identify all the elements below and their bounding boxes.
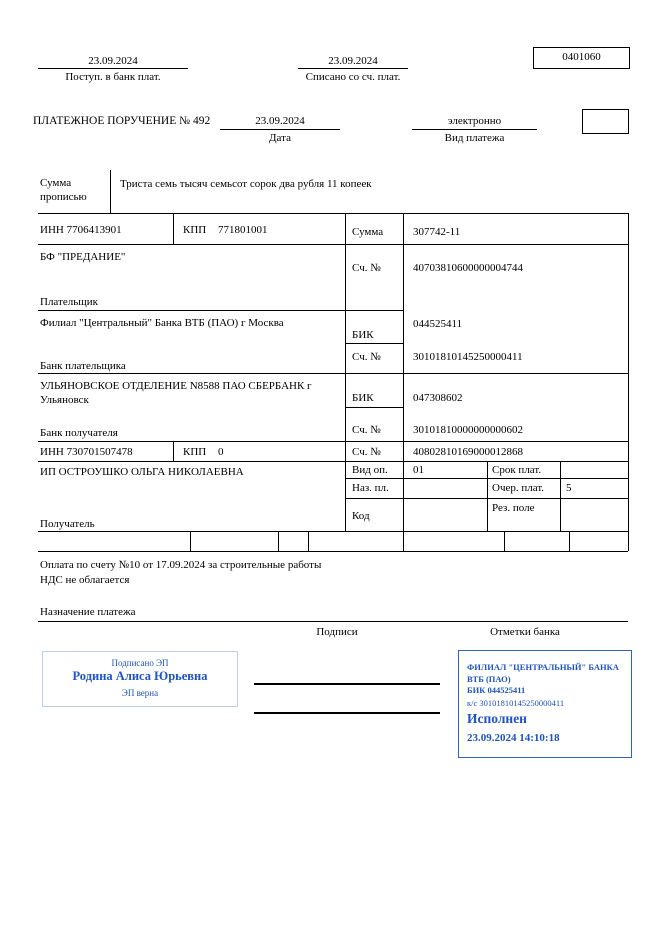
bank-marks-label: Отметки банка bbox=[490, 626, 560, 638]
grid-line bbox=[278, 531, 279, 551]
form-code-box bbox=[533, 47, 630, 69]
purpose-line2: НДС не облагается bbox=[40, 574, 130, 586]
grid-line bbox=[38, 461, 628, 462]
signature-line bbox=[254, 683, 440, 685]
payer-bank-bik: 044525411 bbox=[413, 318, 463, 330]
grid-line bbox=[38, 310, 403, 311]
op-kind-value: 01 bbox=[413, 464, 424, 476]
grid-line bbox=[38, 531, 628, 532]
purpose-code-label: Наз. пл. bbox=[352, 482, 389, 494]
grid-line bbox=[403, 213, 404, 551]
payee-bank-bik-label: БИК bbox=[352, 392, 374, 404]
priority-value: 5 bbox=[566, 482, 572, 494]
bank-stamp-box bbox=[458, 650, 632, 758]
grid-line bbox=[173, 213, 174, 244]
esign-verified-label: ЭП верна bbox=[121, 688, 159, 698]
payment-kind-label: Вид платежа bbox=[444, 132, 505, 144]
bank-stamp-bik: БИК 044525411 bbox=[467, 685, 526, 695]
bank-stamp-datetime: 23.09.2024 14:10:18 bbox=[467, 732, 560, 744]
purpose-line1: Оплата по счету №10 от 17.09.2024 за строительные работы bbox=[40, 559, 322, 571]
payee-label: Получатель bbox=[40, 518, 95, 530]
reserve-field-label: Рез. поле bbox=[492, 502, 535, 514]
grid-line bbox=[560, 461, 561, 531]
debited-date-underline bbox=[298, 68, 408, 69]
payee-bank-bik: 047308602 bbox=[413, 392, 463, 404]
payer-kpp-label: КПП bbox=[183, 224, 207, 236]
grid-line bbox=[38, 373, 628, 374]
due-date-label: Срок плат. bbox=[492, 464, 542, 476]
grid-line bbox=[487, 461, 488, 531]
grid-line bbox=[628, 213, 629, 551]
signatures-label: Подписи bbox=[316, 626, 358, 638]
amount-in-words-label: Сумма прописью bbox=[40, 177, 87, 203]
payee-bank-account-label: Сч. № bbox=[352, 424, 381, 436]
received-date-underline bbox=[38, 68, 188, 69]
payee-bank-name: УЛЬЯНОВСКОЕ ОТДЕЛЕНИЕ N8588 ПАО СБЕРБАНК г Ульяновск bbox=[40, 380, 312, 406]
payee-inn: ИНН 730701507478 bbox=[40, 446, 133, 458]
purpose-label: Назначение платежа bbox=[40, 606, 136, 618]
payer-inn: ИНН 7706413901 bbox=[40, 224, 122, 236]
code-label: Код bbox=[352, 510, 370, 522]
doc-date-underline bbox=[220, 129, 340, 130]
payer-account-label: Сч. № bbox=[352, 262, 381, 274]
amount-in-words: Триста семь тысяч семьсот сорок два рубля 11 копеек bbox=[120, 178, 372, 190]
bank-stamp-status: Исполнен bbox=[467, 711, 527, 726]
grid-line bbox=[110, 170, 111, 213]
grid-line bbox=[345, 343, 403, 344]
payer-bank-bik-label: БИК bbox=[352, 329, 374, 341]
payment-kind-underline bbox=[412, 129, 537, 130]
payer-kpp: 771801001 bbox=[218, 224, 268, 236]
grid-line bbox=[173, 441, 174, 461]
payer-bank-account: 30101810145250000411 bbox=[413, 351, 523, 363]
payment-kind: электронно bbox=[447, 115, 502, 127]
bank-stamp-name-line1: ФИЛИАЛ "ЦЕНТРАЛЬНЫЙ" БАНКА bbox=[467, 662, 619, 672]
payer-label: Плательщик bbox=[40, 296, 98, 308]
payee-bank-account: 30101810000000000602 bbox=[413, 424, 523, 436]
doc-date: 23.09.2024 bbox=[255, 115, 305, 127]
received-date-label: Поступ. в банк плат. bbox=[65, 71, 161, 83]
priority-label: Очер. плат. bbox=[492, 482, 545, 494]
grid-line bbox=[190, 531, 191, 551]
op-kind-label: Вид оп. bbox=[352, 464, 388, 476]
bank-stamp-corr-account: к/с 30101810145250000411 bbox=[467, 698, 565, 708]
amount-value: 307742-11 bbox=[413, 226, 461, 238]
grid-line bbox=[38, 441, 628, 442]
grid-line bbox=[345, 407, 403, 408]
purpose-underline bbox=[38, 621, 628, 622]
form-code: 0401060 bbox=[562, 51, 601, 63]
signature-line bbox=[254, 712, 440, 714]
bank-stamp-name-line2: ВТБ (ПАО) bbox=[467, 674, 511, 684]
payer-bank-account-label: Сч. № bbox=[352, 351, 381, 363]
grid-line bbox=[569, 531, 570, 551]
payee-name: ИП ОСТРОУШКО ОЛЬГА НИКОЛАЕВНА bbox=[40, 466, 244, 478]
received-date: 23.09.2024 bbox=[88, 55, 138, 67]
grid-line bbox=[504, 531, 505, 551]
payee-kpp-label: КПП bbox=[183, 446, 207, 458]
debited-date: 23.09.2024 bbox=[328, 55, 378, 67]
doc-title: ПЛАТЕЖНОЕ ПОРУЧЕНИЕ № 492 bbox=[33, 115, 211, 127]
payee-kpp: 0 bbox=[218, 446, 224, 458]
payer-bank-name: Филиал "Центральный" Банка ВТБ (ПАО) г Москва bbox=[40, 317, 284, 329]
payee-account: 40802810169000012868 bbox=[413, 446, 523, 458]
esign-signer-name: Родина Алиса Юрьевна bbox=[72, 669, 208, 683]
payee-bank-label: Банк получателя bbox=[40, 427, 118, 439]
grid-line bbox=[345, 213, 346, 531]
grid-line bbox=[308, 531, 309, 551]
grid-line bbox=[38, 244, 628, 245]
payee-account-label: Сч. № bbox=[352, 446, 381, 458]
payer-account: 40703810600000004744 bbox=[413, 262, 523, 274]
amount-label: Сумма bbox=[352, 226, 384, 238]
grid-line bbox=[38, 213, 628, 214]
payer-name: БФ "ПРЕДАНИЕ" bbox=[40, 251, 126, 263]
debited-date-label: Списано со сч. плат. bbox=[305, 71, 401, 83]
esign-stamp-box bbox=[42, 651, 238, 707]
payer-bank-label: Банк плательщика bbox=[40, 360, 126, 372]
doc-date-label: Дата bbox=[269, 132, 291, 144]
status-code-box bbox=[582, 109, 629, 134]
grid-line bbox=[38, 551, 628, 552]
esign-signed-label: Подписано ЭП bbox=[111, 658, 169, 668]
